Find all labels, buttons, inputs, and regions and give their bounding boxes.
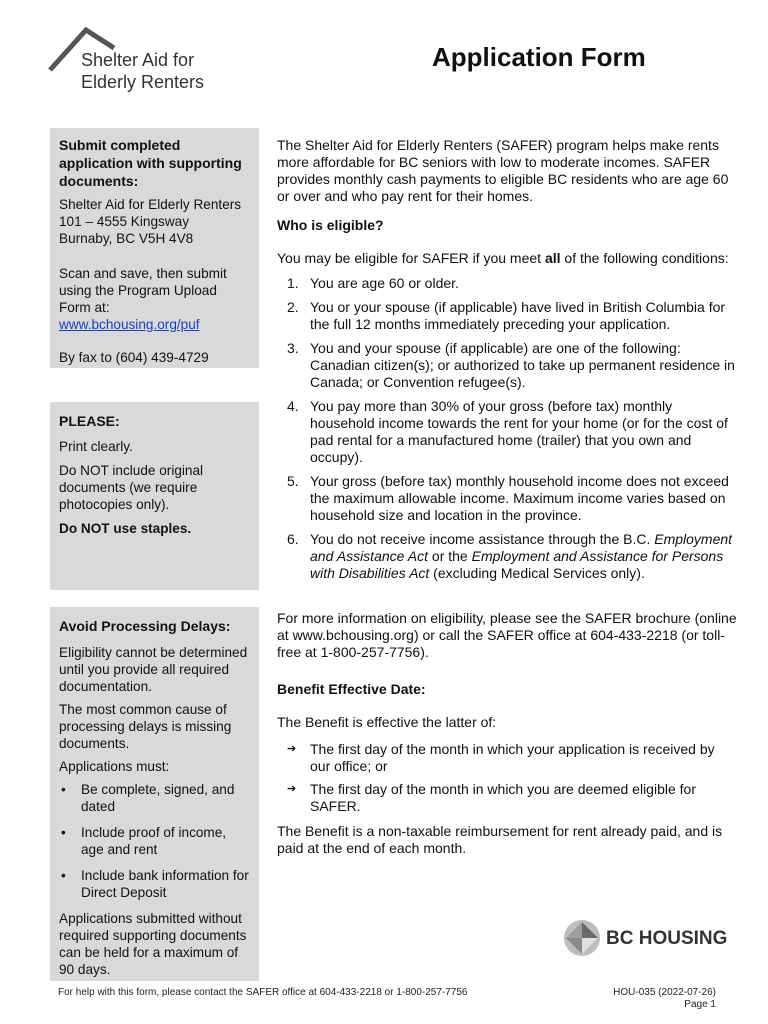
list-item: 2. You or your spouse (if applicable) have lived in British Columbia for the full 12 months immediately preceding your application. bbox=[287, 299, 726, 332]
list-item: 6. You do not receive income assistance through the B.C. Employment and Assistance Act or the Employment and Assistance for Persons with Disabilities Act (excluding Medical Services only). bbox=[287, 531, 733, 581]
please-item: Do NOT use staples. bbox=[59, 521, 192, 536]
please-item: Do NOT include original documents (we require photocopies only). bbox=[59, 463, 204, 512]
delays-heading: Avoid Processing Delays: bbox=[59, 618, 231, 634]
benefit-note: The Benefit is a non-taxable reimbursement for rent already paid, and is paid at the end of each month. bbox=[277, 823, 723, 856]
logo-text-line1: Shelter Aid for bbox=[81, 50, 195, 70]
bc-housing-wordmark: BC HOUSING bbox=[606, 928, 728, 949]
processing-delays-box bbox=[50, 607, 259, 981]
logo-text-line2: Elderly Renters bbox=[81, 72, 205, 92]
list-item: • Include proof of income, age and rent bbox=[61, 825, 227, 857]
list-item: 5. Your gross (before tax) monthly household income does not exceed the maximum allowable income. Maximum income varies based on household size and location in the province. bbox=[287, 473, 729, 523]
benefit-heading: Benefit Effective Date: bbox=[277, 681, 426, 697]
arrow-bullet-icon: ➔ bbox=[287, 783, 297, 795]
bullet-icon: • bbox=[61, 868, 66, 883]
bullet-icon: • bbox=[61, 825, 66, 840]
delays-paragraph: Eligibility cannot be determined until you provide all required documentation. bbox=[59, 645, 248, 694]
mailing-address: Shelter Aid for Elderly Renters 101 – 4555 Kingsway Burnaby, BC V5H 4V8 bbox=[59, 197, 242, 246]
list-item: 1. You are age 60 or older. bbox=[287, 275, 459, 291]
benefit-lead: The Benefit is effective the latter of: bbox=[277, 714, 497, 730]
form-identifier bbox=[613, 987, 716, 1011]
please-box bbox=[50, 402, 259, 590]
form-code: HOU-035 (2022-07-26) bbox=[613, 987, 716, 998]
conditions-list bbox=[277, 275, 737, 582]
page-number: Page 1 bbox=[684, 999, 716, 1010]
list-item: • Be complete, signed, and dated bbox=[61, 782, 235, 814]
footer-help-text: For help with this form, please contact the SAFER office at 604-433-2218 or 1-800-257-7756 bbox=[58, 987, 468, 998]
list-item: ➔ The first day of the month in which you are deemed eligible for SAFER. bbox=[287, 781, 696, 814]
scan-text: Scan and save, then submit using the Program Upload Form at: bbox=[59, 266, 227, 315]
bc-housing-emblem-icon bbox=[562, 918, 602, 958]
delays-paragraph: Applications must: bbox=[59, 759, 170, 774]
delays-paragraph: Applications submitted without required supporting documents can be held for a maximum of 90 days. bbox=[59, 911, 247, 977]
submit-instructions-box bbox=[50, 128, 259, 368]
more-info-paragraph: For more information on eligibility, please see the SAFER brochure (online at www.bchousing.org) or call the SAFER office at 604-433-2218 (or toll-free at 1-800-257-7756). bbox=[277, 610, 737, 660]
submit-heading: Submit completed application with supporting documents: bbox=[59, 137, 242, 189]
safer-logo bbox=[48, 26, 248, 98]
bullet-icon: • bbox=[61, 782, 66, 797]
list-item: ➔ The first day of the month in which your application is received by our office; or bbox=[287, 741, 715, 774]
main-content bbox=[277, 137, 737, 869]
eligibility-lead: You may be eligible for SAFER if you meet all of the following conditions: bbox=[277, 250, 729, 266]
please-heading: PLEASE: bbox=[59, 413, 120, 429]
benefit-list bbox=[277, 741, 737, 815]
upload-form-link[interactable]: www.bchousing.org/puf bbox=[59, 317, 200, 332]
intro-paragraph: The Shelter Aid for Elderly Renters (SAFER) program helps make rents more affordable for BC seniors with low to moderate incomes. SAFER provides monthly cash payments to eligible BC residents who are age 60 or over and who pay rent for their homes. bbox=[277, 137, 729, 204]
eligibility-heading: Who is eligible? bbox=[277, 217, 384, 233]
list-item: 4. You pay more than 30% of your gross (before tax) monthly household income towards the rent for your home (or for the cost of pad rental for a manufactured home (trailer) that you own and occupy). bbox=[287, 398, 728, 465]
scan-instructions bbox=[59, 265, 251, 333]
delays-paragraph: The most common cause of processing delays is missing documents. bbox=[59, 702, 232, 751]
list-item: • Include bank information for Direct Deposit bbox=[61, 868, 249, 900]
requirements-list bbox=[59, 781, 251, 901]
please-item: Print clearly. bbox=[59, 439, 133, 454]
list-item: 3. You and your spouse (if applicable) are one of the following: Canadian citizen(s); or authorized to take up permanent residence in Canada; or Convention refugee(s). bbox=[287, 340, 735, 390]
arrow-bullet-icon: ➔ bbox=[287, 743, 297, 755]
fax-info: By fax to (604) 439-4729 bbox=[59, 350, 209, 365]
page-title: Application Form bbox=[432, 42, 646, 72]
bc-housing-logo bbox=[562, 916, 732, 962]
